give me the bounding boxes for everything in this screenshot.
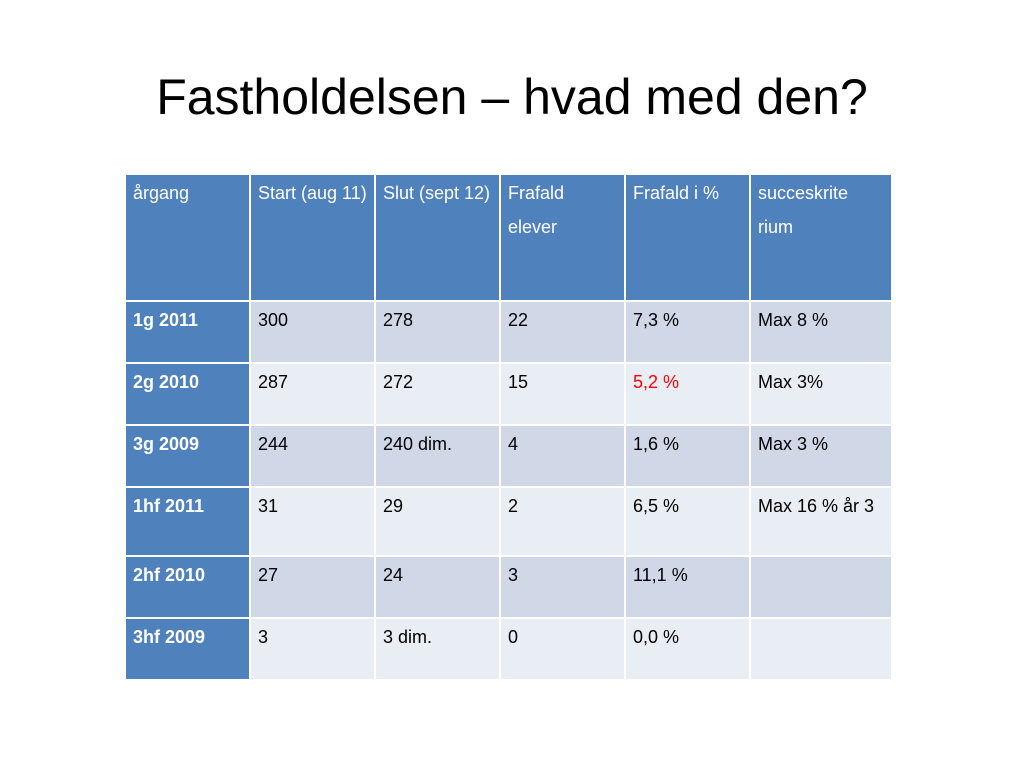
row-label: 1g 2011: [125, 301, 250, 363]
cell-succeskriterium: Max 8 %: [750, 301, 892, 363]
cell-frafald-pct-highlighted: 5,2 %: [625, 363, 750, 425]
cell-frafald-pct: 6,5 %: [625, 487, 750, 556]
table-row: [125, 425, 892, 487]
cell-frafald-elever: 22: [500, 301, 625, 363]
cell-succeskriterium: [750, 618, 892, 680]
cell-succeskriterium: Max 3 %: [750, 425, 892, 487]
header-succeskriterium: succeskrite rium: [750, 174, 892, 301]
cell-slut: 272: [375, 363, 500, 425]
cell-start: 244: [250, 425, 375, 487]
cell-frafald-pct: 7,3 %: [625, 301, 750, 363]
row-label: 3hf 2009: [125, 618, 250, 680]
cell-start: 31: [250, 487, 375, 556]
cell-start: 300: [250, 301, 375, 363]
retention-table: [124, 173, 893, 681]
row-label: 3g 2009: [125, 425, 250, 487]
header-frafald-pct: Frafald i %: [625, 174, 750, 301]
table-row: [125, 301, 892, 363]
cell-succeskriterium: [750, 556, 892, 618]
cell-start: 27: [250, 556, 375, 618]
cell-start: 287: [250, 363, 375, 425]
cell-frafald-elever: 2: [500, 487, 625, 556]
cell-frafald-pct: 11,1 %: [625, 556, 750, 618]
cell-frafald-elever: 3: [500, 556, 625, 618]
cell-slut: 29: [375, 487, 500, 556]
cell-slut: 24: [375, 556, 500, 618]
cell-frafald-pct: 1,6 %: [625, 425, 750, 487]
cell-succeskriterium: Max 16 % år 3: [750, 487, 892, 556]
header-start: Start (aug 11): [250, 174, 375, 301]
header-frafald-elever: Frafald elever: [500, 174, 625, 301]
table-row: [125, 556, 892, 618]
row-label: 1hf 2011: [125, 487, 250, 556]
cell-frafald-elever: 0: [500, 618, 625, 680]
row-label: 2g 2010: [125, 363, 250, 425]
cell-frafald-pct: 0,0 %: [625, 618, 750, 680]
table-row: [125, 487, 892, 556]
cell-slut: 240 dim.: [375, 425, 500, 487]
cell-frafald-elever: 15: [500, 363, 625, 425]
header-argang: årgang: [125, 174, 250, 301]
cell-succeskriterium: Max 3%: [750, 363, 892, 425]
cell-frafald-elever: 4: [500, 425, 625, 487]
table-row: [125, 363, 892, 425]
cell-slut: 278: [375, 301, 500, 363]
cell-slut: 3 dim.: [375, 618, 500, 680]
cell-start: 3: [250, 618, 375, 680]
table-row: [125, 618, 892, 680]
header-slut: Slut (sept 12): [375, 174, 500, 301]
table-header-row: [125, 174, 892, 301]
slide-title: Fastholdelsen – hvad med den?: [156, 69, 868, 125]
row-label: 2hf 2010: [125, 556, 250, 618]
